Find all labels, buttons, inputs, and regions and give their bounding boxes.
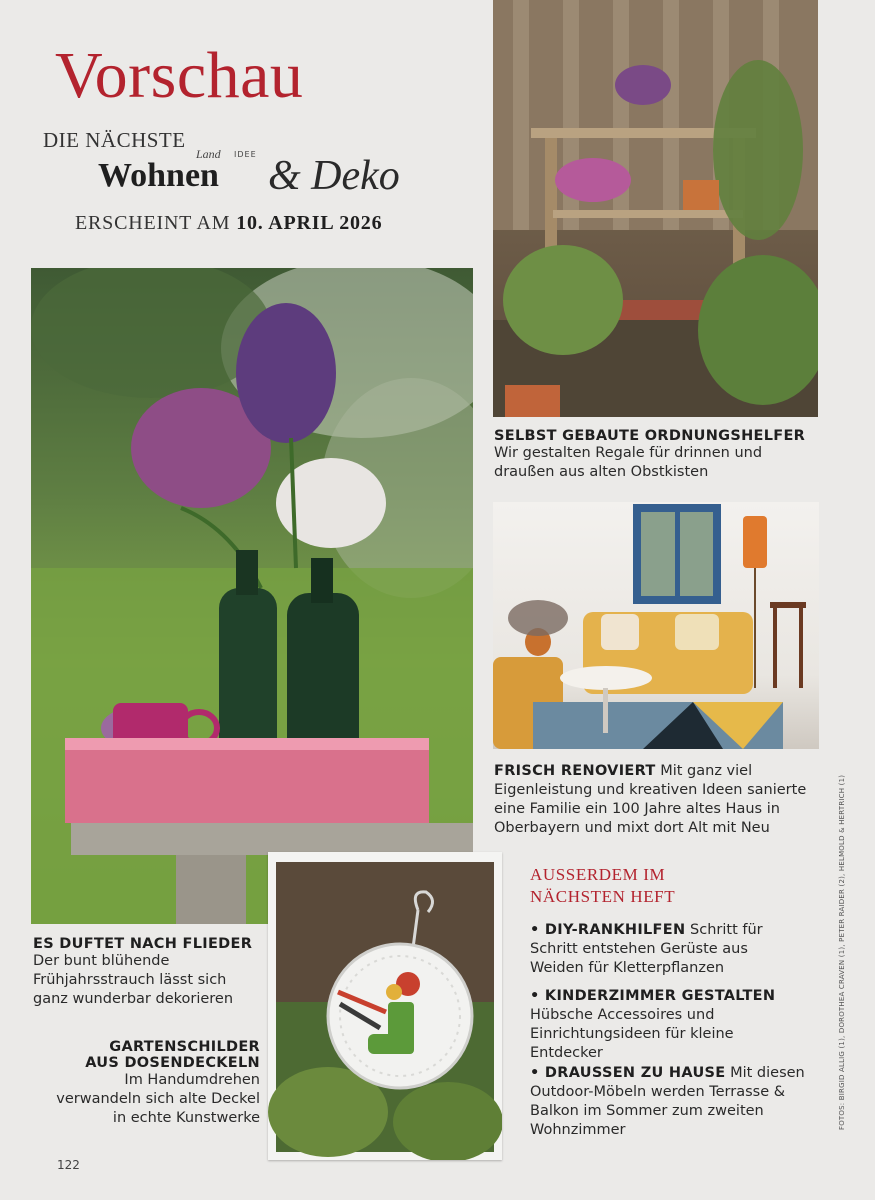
issue-prefix: ERSCHEINT AM [75, 212, 231, 234]
page-number: 122 [57, 1158, 80, 1172]
caption-sign [55, 1039, 260, 1128]
photo-lilac-tray [31, 268, 473, 924]
shelf-illustration [493, 0, 818, 417]
caption-sign-title-2: AUS DOSENDECKELN [85, 1055, 260, 1071]
photo-credits: FOTOS: BIRGID ALLIG (1), DOROTHEA CRAVEN (1), PETER RAIDER (2), HELMOLD & HERTRICH (1) [838, 774, 846, 1130]
issue-date-line [75, 212, 382, 235]
page-title: Vorschau [55, 39, 304, 112]
more-item [530, 987, 805, 1063]
caption-sign-title-1: GARTENSCHILDER [109, 1039, 260, 1055]
more-title-line-1: AUSSERDEM IM [530, 865, 666, 884]
caption-shelf-title: SELBST GEBAUTE ORDNUNGSHELFER [494, 428, 806, 444]
more-item-title: • DRAUSSEN ZU HAUSE [530, 1065, 726, 1081]
photo-crate-shelf [493, 0, 818, 417]
photo-garden-sign [268, 852, 502, 1160]
more-title-line-2: NÄCHSTEN HEFT [530, 887, 676, 906]
lilac-illustration [31, 268, 473, 924]
caption-room-title: FRISCH RENOVIERT [494, 763, 656, 779]
magazine-logo-land: Land [196, 147, 221, 161]
issue-date: 10. APRIL 2026 [236, 212, 383, 234]
caption-lilac-text: Der bunt blühende Frühjahrsstrauch lässt sich ganz wunderbar dekorieren [33, 953, 234, 1007]
more-section-title [530, 864, 675, 908]
more-item [530, 921, 805, 978]
caption-room-block [494, 762, 824, 838]
more-item-title: • KINDERZIMMER GESTALTEN [530, 988, 776, 1004]
caption-shelf-text: Wir gestalten Regale für drinnen und draußen aus alten Obstkisten [494, 445, 763, 480]
caption-room [494, 762, 824, 838]
more-item-text: Schritt für Schritt entstehen Gerüste aus Weiden für Kletterpflanzen [530, 922, 763, 976]
more-item [530, 1064, 805, 1140]
room-illustration [493, 502, 819, 749]
caption-lilac [33, 936, 263, 1009]
caption-sign-text: Im Handumdrehen verwandeln sich alte Deckel in echte Kunstwerke [56, 1072, 260, 1126]
more-item-title: • DIY-RANKHILFEN [530, 922, 686, 938]
magazine-logo-wohnen: Wohnen [98, 157, 219, 194]
photo-living-room [493, 502, 819, 749]
more-item-text: Hübsche Accessoires und Einrichtungsideen für kleine Entdecker [530, 1007, 734, 1061]
magazine-logo-idee: IDEE [234, 150, 257, 159]
caption-lilac-title: ES DUFTET NACH FLIEDER [33, 936, 253, 952]
preview-subline: DIE NÄCHSTE [43, 128, 186, 152]
caption-shelf [494, 428, 824, 482]
caption-room-text: Mit ganz viel Eigenleistung und kreativen Ideen sanierte eine Familie ein 100 Jahre altes Haus in Oberbayern und mixt dort Alt mit Neu [494, 763, 807, 836]
more-item-text: Mit diesen Outdoor-Möbeln werden Terrasse & Balkon im Sommer zum zweiten Wohnzimmer [530, 1065, 805, 1138]
sign-illustration [268, 852, 502, 1160]
magazine-logo-deko: & Deko [268, 153, 400, 199]
